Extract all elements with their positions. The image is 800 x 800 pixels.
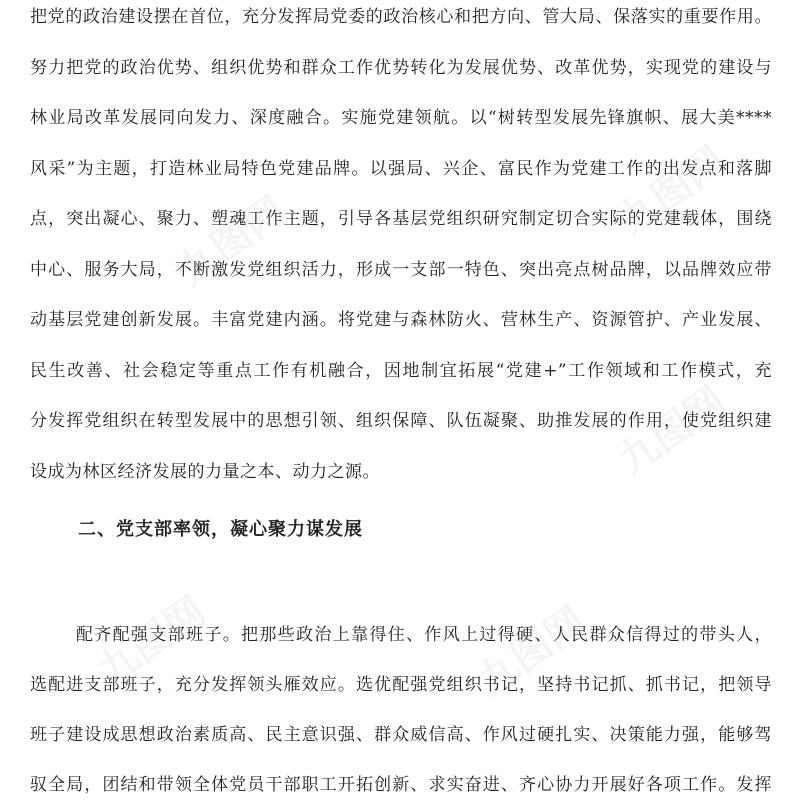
paragraph-2-line-4: 驭全局，团结和带领全体党员干部职工开拓创新、求实奋进、齐心协力开展好各项工作。发挥 [30,775,772,795]
watermark-3: 九图网 [609,378,735,485]
paragraph-1-line-7: 动基层党建创新发展。丰富党建内涵。将党建与森林防火、营林生产、资源管护、产业发展、 [30,310,772,330]
paragraph-1-line-9: 分发挥党组织在转型发展中的思想引领、组织保障、队伍凝聚、助推发展的作用，使党组织建 [30,411,772,431]
paragraph-2-line-2: 选配进支部班子，充分发挥领头雁效应。选优配强党组织书记，坚持书记抓、抓书记，把领导 [30,675,772,695]
section-heading: 二、党支部率领，凝心聚力谋发展 [78,519,363,540]
watermark-2: 九图网 [609,138,735,245]
paragraph-1-line-8: 民生改善、社会稳定等重点工作有机融合，因地制宜拓展“党建+”工作领域和工作模式，充 [30,361,772,381]
paragraph-1-line-3: 林业局改革发展同向发力、深度融合。实施党建领航。以“树转型发展先锋旗帜、展大美**** [30,108,772,128]
paragraph-1-line-2: 努力把党的政治优势、组织优势和群众工作优势转化为发展优势、改革优势，实现党的建设与 [30,58,772,78]
paragraph-1-line-4: 风采”为主题，打造林业局特色党建品牌。以强局、兴企、富民作为党建工作的出发点和落脚 [30,159,772,179]
paragraph-1-line-5: 点，突出凝心、聚力、塑魂工作主题，引导各基层党组织研究制定切合实际的党建载体，围绕 [30,209,772,229]
watermark-1: 九图网 [169,188,295,295]
paragraph-1-line-1: 把党的政治建设摆在首位，充分发挥局党委的政治核心和把方向、管大局、保落实的重要作用。 [30,7,772,27]
paragraph-2-line-3: 班子建设成思想政治素质高、民主意识强、群众威信高、作风过硬扎实、决策能力强，能够驾 [30,725,772,745]
paragraph-2-line-1: 配齐配强支部班子。把那些政治上靠得住、作风上过得硬、人民群众信得过的带头人， [76,625,772,645]
watermark-5: 九图网 [469,598,595,705]
watermark-4: 九图网 [89,588,215,695]
paragraph-1-line-10: 设成为林区经济发展的力量之本、动力之源。 [30,462,380,482]
paragraph-1-line-6: 中心、服务大局，不断激发党组织活力，形成一支部一特色、突出亮点树品牌，以品牌效应带 [30,260,772,280]
